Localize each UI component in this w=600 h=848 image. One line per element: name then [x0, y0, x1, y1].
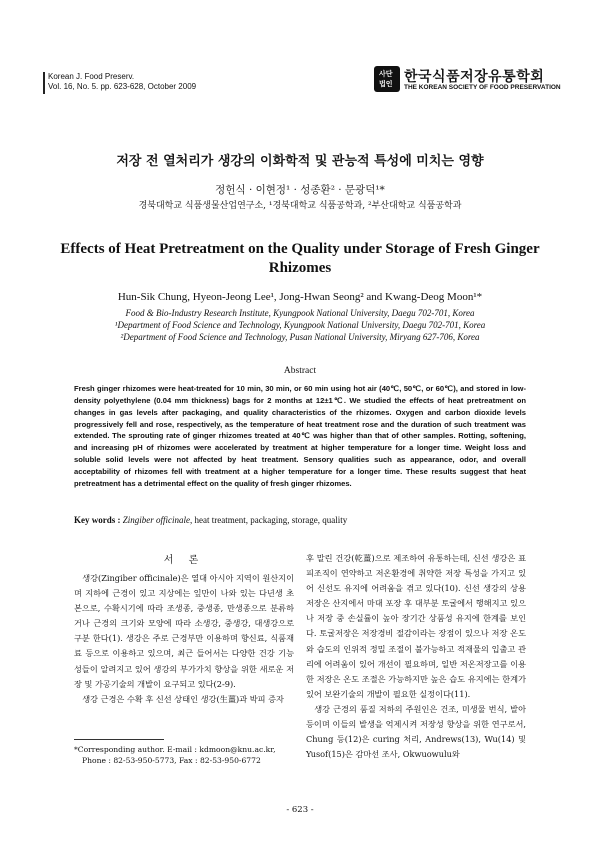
keywords-label: Key words : — [74, 515, 123, 525]
body-paragraph: 후 말린 건강(乾薑)으로 제조하여 유통하는데, 신선 생강은 표피조직이 연약하고 저온환경에 취약한 저장 특성을 가지고 있어 신선도 유지에 어려움을 겪고 있다(10). 신선 생강의 상용 저장은 산지에서 마대 포장 후 대부분 토굴에서 행해지고 있으나 저장 중 손실률이 높아 장기간 상품성 유지에 한계를 보인다. 토굴저장은 저장경비 절감이라는 장점이 있으나 저장 온도와 습도의 인위적 정밀 조절이 불가능하고 적재물의 입출고 관리에 어려움이 있어 개선이 필요하며, 일반 저온저장고를 이용한 저장은 온도 조절은 가능하지만 높은 습도 유지에는 한계가 있어 보완기술의 개발이 필요한 실정이다(11). — [306, 553, 526, 699]
body-column-right — [306, 551, 526, 762]
footnote-rule — [74, 739, 164, 740]
abstract-text: Fresh ginger rhizomes were heat-treated for 10 min, 30 min, or 60 min using hot air (40℃, 50℃, or 60℃), and stored in low-density polyethylene (0.04 mm thickness) bags for 2 months at 12±1℃. We studied the effects of heat pretreatment on changes in gas levels after packaging, and quality characteristics of the rhizomes. Oxygen and carbon dioxide levels progressively fell and rose, respectively, as the temperature of heat treatment rose and the duration of such treatment was extended. The sprouting rate of ginger rhizomes treated at 40℃ was higher than that of other samples. Rotting, softening, and increasing pH of rhizomes were accelerated by treatment at higher temperature for a longer time. Weight loss and soluble solid levels were not affected by heat treatment. Sensory qualities such as appearance, odor, and overall acceptability of rhizomes fell with treatment at a higher temperature for a longer time. These results suggest that heat pretreatment has a detrimental effect on the quality of fresh ginger rhizomes. — [74, 384, 526, 488]
journal-volume: Vol. 16, No. 5. pp. 623-628, October 2009 — [48, 82, 197, 91]
affiliation-line: ¹Department of Food Science and Technology, Kyungpook National University, Daegu 702-701, Korea — [114, 320, 486, 330]
body-paragraph: 생강(Zingiber officinale)은 열대 아시아 지역이 원산지이며 지하에 근경이 있고 지상에는 잎만이 나와 있는 다년생 초본으로, 수확시기에 따라 조생종, 중생종, 만생종으로 분류하거나 근경의 크기와 모양에 따라 소생강, 중생강, 대생강으로 구분 한다(1). 생강은 주로 근경부만 이용하며 향신료, 식품재료 등으로 이용하고 있으며, 최근 들어서는 다양한 건강 기능성들이 알려지고 있어 생강의 부가가치 향상을 위한 새로운 저장 및 가공기술의 개발이 요구되고 있다(2-9). — [74, 573, 294, 689]
affiliation-line: ²Department of Food Science and Technology, Pusan National University, Miryang 627-706, Korea — [120, 332, 480, 342]
abstract-heading: Abstract — [283, 366, 317, 376]
body-paragraph: 생강 근경은 수확 후 신선 상태인 생강(生薑)과 박피 증자 — [82, 693, 284, 704]
body-column-left — [74, 571, 294, 707]
emblem-text-top: 사단 — [379, 70, 393, 78]
keywords-list: , heat treatment, packaging, storage, quality — [190, 515, 348, 525]
header-rule — [43, 72, 45, 94]
society-name-kr: 한국식품저장유통학회 — [404, 69, 545, 85]
journal-citation — [48, 72, 196, 92]
corresponding-author-footnote — [74, 744, 314, 766]
emblem-text-bottom: 법인 — [379, 80, 393, 88]
footnote-email: *Corresponding author. E-mail : kdmoon@knu.ac.kr, — [74, 745, 276, 754]
keywords — [74, 515, 526, 525]
society-logo — [374, 66, 560, 94]
affiliation-line: Food & Bio-Industry Research Institute, Kyungpook National University, Daegu 702-701, Korea — [125, 308, 475, 318]
authors-korean: 정헌식 · 이현정¹ · 성종환² · 문광덕¹* — [215, 184, 385, 196]
page-number: - 623 - — [286, 805, 314, 815]
authors-english: Hun-Sik Chung, Hyeon-Jeong Lee¹, Jong-Hwan Seong² and Kwang-Deog Moon¹* — [117, 291, 483, 303]
affiliations-english — [0, 307, 600, 343]
society-emblem-icon — [374, 66, 400, 92]
society-name-en: THE KOREAN SOCIETY OF FOOD PRESERVATION — [404, 84, 561, 91]
journal-name: Korean J. Food Preserv. — [48, 72, 135, 81]
title-korean: 저장 전 열처리가 생강의 이화학적 및 관능적 특성에 미치는 영향 — [116, 154, 484, 169]
section-heading-introduction: 서 론 — [163, 555, 205, 566]
body-paragraph: 생강 근경의 품질 저하의 주원인은 건조, 미생물 번식, 발아 등이며 이들의 발생을 억제시켜 저장성 향상을 위한 연구로서, Chung 등(12)은 curing 처리, Andrews(13), Wu(14) 및 Yusof(15)은 감마선 조사, Okwuowulu와 — [306, 703, 526, 760]
title-english: Effects of Heat Pretreatment on the Quality under Storage of Fresh Ginger Rhizomes — [60, 241, 540, 276]
keywords-scientific-name: Zingiber officinale — [122, 515, 190, 525]
affiliations-korean: 경북대학교 식품생물산업연구소, ¹경북대학교 식품공학과, ²부산대학교 식품공학과 — [138, 201, 462, 211]
footnote-phone: Phone : 82-53-950-5773, Fax : 82-53-950-6772 — [82, 756, 261, 765]
